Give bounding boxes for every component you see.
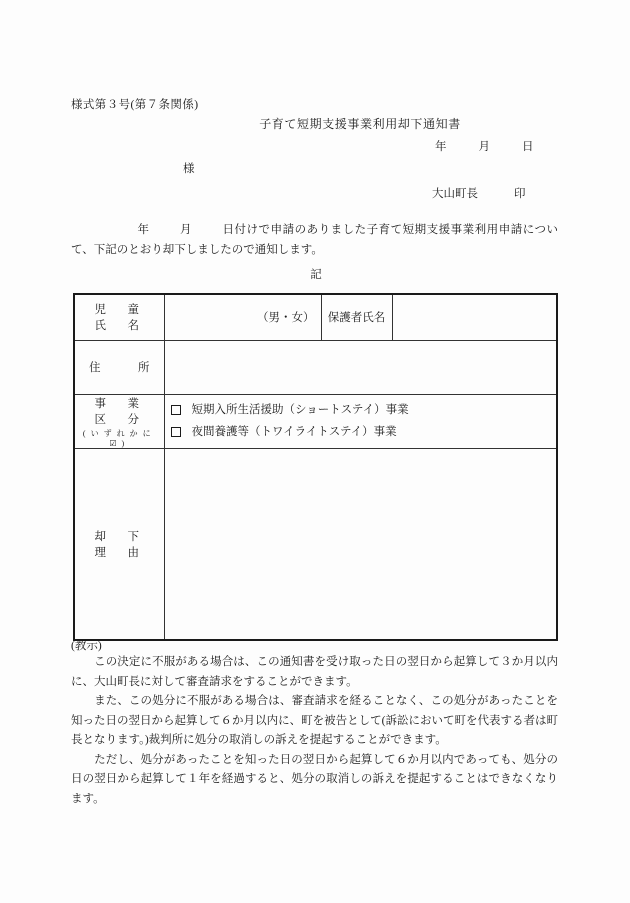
child-name-label: 児 童 氏 名	[74, 294, 164, 340]
issue-date-line	[435, 138, 534, 154]
address-label: 住 所	[74, 340, 164, 394]
issuer-line	[432, 185, 526, 201]
table-row-address	[74, 340, 557, 394]
form-number: 様式第３号(第７条関係)	[71, 99, 199, 111]
rejection-reason-input-cell[interactable]	[164, 448, 557, 640]
service-type-note: (いずれかに☑)	[82, 428, 156, 448]
date-year-label: 年	[435, 141, 447, 153]
checkbox-twilight-stay[interactable]	[171, 423, 551, 442]
ki-label: 記	[310, 269, 322, 281]
table-row-rejection-reason	[74, 448, 557, 640]
date-month-label: 月	[478, 141, 490, 153]
instruction-section-label: (教示)	[71, 640, 102, 652]
checkbox-short-stay-label: 短期入所生活援助（ショートステイ）事業	[191, 403, 409, 416]
seal-mark: 印	[514, 188, 526, 200]
body-month-label: 月	[179, 224, 193, 236]
table-row-service-type	[74, 394, 557, 448]
checkbox-short-stay[interactable]	[171, 401, 551, 420]
application-detail-table	[73, 293, 558, 641]
body-year-label: 年	[137, 224, 150, 236]
date-day-label: 日	[522, 141, 534, 153]
checkbox-icon[interactable]	[171, 427, 181, 437]
checkbox-icon[interactable]	[171, 405, 181, 415]
gender-options-label: （男・女）	[257, 312, 315, 325]
instruction-paragraph-2: また、この処分に不服がある場合は、審査請求を経ることなく、この処分があったことを知った日の翌日から起算して６か月以内に、町を被告として(訴訟において町を代表する者は町長となります。)裁判所に処分の取消しの訴えを提起することができます。	[71, 695, 558, 746]
rejection-reason-label: 却 下 理 由	[74, 448, 164, 640]
instruction-paragraph-1: この決定に不服がある場合は、この通知書を受け取った日の翌日から起算して３か月以内に、大山町長に対して審査請求をすることができます。	[71, 656, 558, 688]
child-name-input-cell[interactable]	[164, 294, 321, 340]
service-type-options-cell	[164, 394, 557, 448]
addressee-suffix: 様	[183, 163, 195, 175]
instruction-paragraph-3: ただし、処分があったことを知った日の翌日から起算して６か月以内であっても、処分の日の翌日から起算して１年を経過すると、処分の取消しの訴えを提起することはできなくなります。	[71, 753, 558, 805]
page-title: 子育て短期支援事業利用却下通知書	[259, 117, 461, 131]
body-paragraph	[71, 220, 558, 260]
issuer-name: 大山町長	[432, 188, 478, 200]
guardian-name-label: 保護者氏名	[321, 294, 392, 340]
service-type-label: 事 業 区 分 (いずれかに☑)	[74, 394, 164, 448]
body-text: 日付けで申請のありました子育て短期支援事業利用申請について、下記のとおり却下しましたので通知します。	[71, 224, 558, 256]
instruction-paragraphs	[71, 653, 558, 809]
guardian-name-input-cell[interactable]	[392, 294, 557, 340]
address-input-cell[interactable]	[164, 340, 557, 394]
table-row-child-name	[74, 294, 557, 340]
checkbox-twilight-stay-label: 夜間養護等（トワイライトステイ）事業	[191, 425, 397, 438]
